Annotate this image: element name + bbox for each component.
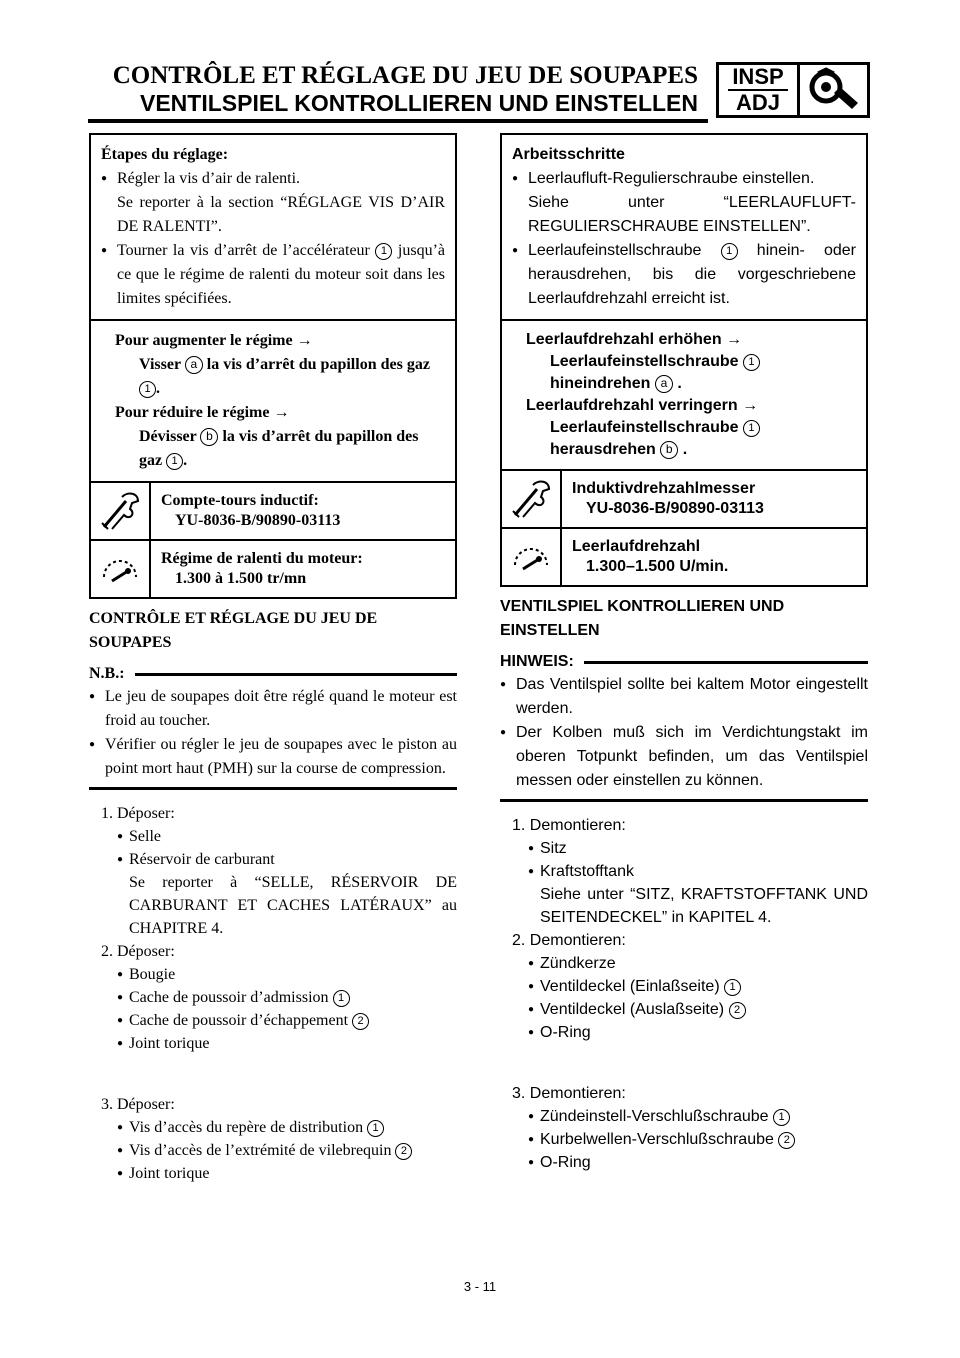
list-item-text: Ventildeckel (Auslaßseite) xyxy=(540,1001,725,1018)
procedure-fr xyxy=(89,790,457,1185)
list-item-text: Vis d’accès de l’extrémité de vilebrequin xyxy=(129,1142,392,1159)
badge-line-1: INSP xyxy=(728,66,787,91)
steps-title: Étapes du réglage: xyxy=(101,146,229,163)
adjustment-box-fr xyxy=(89,133,457,599)
header-rule xyxy=(88,119,708,123)
list-item: ● Joint torique xyxy=(89,1162,457,1185)
german-column xyxy=(500,133,868,1174)
title-german: VENTILSPIEL KONTROLLIEREN UND EINSTELLEN xyxy=(140,90,698,116)
increase-instruction: Leerlaufeinstellschraube 1 hineindrehen a . xyxy=(526,351,856,395)
spec-text xyxy=(151,541,455,597)
tool-label: Compte-tours inductif: xyxy=(161,492,319,509)
ref-number: 1 xyxy=(721,243,738,260)
spec-text xyxy=(562,529,866,585)
list-item-text: Cache de poussoir d’admission xyxy=(129,989,329,1006)
decrease-instruction: Leerlaufeinstellschraube 1 herausdrehen b . xyxy=(526,417,856,461)
list-item: ● Selle xyxy=(89,825,457,848)
badge-text xyxy=(719,65,800,115)
spec-value: 1.300 à 1.500 tr/mn xyxy=(175,570,307,587)
list-item xyxy=(500,975,868,998)
spec-label: Leerlaufdrehzahl xyxy=(572,538,701,555)
page-number: 3 - 11 xyxy=(463,1279,497,1294)
decrease-title: Leerlaufdrehzahl verringern → xyxy=(526,397,759,414)
steps-title: Arbeitsschritte xyxy=(512,146,625,163)
ref-number: 1 xyxy=(139,381,156,398)
increase-verb: hineindrehen xyxy=(550,375,651,392)
gauge-icon xyxy=(91,541,151,597)
spec-value: 1.300–1.500 U/min. xyxy=(586,558,729,575)
steps-section-fr xyxy=(91,135,455,321)
step-2-text: Leerlaufeinstellschraube xyxy=(528,242,702,259)
list-item-text: Cache de poussoir d’échappement xyxy=(129,1012,349,1029)
procedure-step-1: 1. Demontieren: xyxy=(512,817,626,834)
increase-object: Leerlaufeinstellschraube xyxy=(550,353,739,370)
section-heading-fr: CONTRÔLE ET RÉGLAGE DU JEU DE SOUPAPES xyxy=(89,610,378,651)
ref-number: 2 xyxy=(352,1013,369,1030)
step-1: ● Leerlaufluft-Regulierschraube einstellen. xyxy=(512,167,856,191)
increase-instruction: Visser a la vis d’arrêt du papillon des gaz 1 . xyxy=(139,356,430,397)
tool-text xyxy=(151,483,455,539)
section-heading-de: VENTILSPIEL KONTROLLIEREN UND EINSTELLEN xyxy=(500,598,785,639)
ref-letter: b xyxy=(660,441,678,459)
list-item xyxy=(89,986,457,1009)
increase-object: la vis d’arrêt du papillon des gaz xyxy=(206,356,430,373)
procedure-de xyxy=(500,802,868,1174)
tool-label: Induktivdrehzahlmesser xyxy=(572,480,756,497)
tool-icon xyxy=(502,471,562,527)
ref-number: 1 xyxy=(166,453,183,470)
steps-section-de xyxy=(502,135,866,321)
section-badge xyxy=(716,62,870,118)
gauge-icon xyxy=(502,529,562,585)
note-label: N.B.: xyxy=(89,665,125,682)
list-item: ● Joint torique xyxy=(89,1032,457,1055)
increase-title: Pour augmenter le régime → xyxy=(115,332,313,349)
note-2: ● Der Kolben muß sich im Verdichtungstakt im oberen Totpunkt befinden, um das Ventilspiel messen oder einstellen zu können. xyxy=(500,721,868,793)
list-item xyxy=(500,1105,868,1128)
procedure-step-1: 1. Déposer: xyxy=(101,805,175,822)
note-header-fr xyxy=(89,665,457,683)
ref-letter: b xyxy=(200,428,218,446)
list-item: ● O-Ring xyxy=(500,1021,868,1044)
note-rule xyxy=(135,673,457,676)
list-item xyxy=(89,1009,457,1032)
notes-fr xyxy=(89,683,457,790)
step-1-reference: Se reporter à la section “RÉGLAGE VIS D’AIR DE RALENTI”. xyxy=(117,194,445,235)
note-1: ● Das Ventilspiel sollte bei kaltem Motor eingestellt werden. xyxy=(500,673,868,721)
step-2 xyxy=(512,239,856,311)
tool-row-de xyxy=(502,471,866,529)
procedure-step-2: 2. Déposer: xyxy=(101,943,175,960)
list-item xyxy=(500,1128,868,1151)
procedure-step-1-reference: Siehe unter “SITZ, KRAFTSTOFFTANK UND SEITENDECKEL” in KAPITEL 4. xyxy=(540,886,868,926)
ref-number: 1 xyxy=(773,1109,790,1126)
procedure-step-1-reference: Se reporter à “SELLE, RÉSERVOIR DE CARBURANT ET CACHES LATÉRAUX” au CHAPITRE 4. xyxy=(129,874,457,937)
ref-letter: a xyxy=(185,356,203,374)
spec-row-de xyxy=(502,529,866,585)
note-rule xyxy=(584,661,868,664)
list-item: ● Bougie xyxy=(89,963,457,986)
list-item: ● Zündkerze xyxy=(500,952,868,975)
list-item xyxy=(89,1139,457,1162)
list-item xyxy=(89,1116,457,1139)
increase-title: Leerlaufdrehzahl erhöhen → xyxy=(526,331,743,348)
step-2 xyxy=(101,239,445,311)
ref-number: 1 xyxy=(367,1120,384,1137)
list-item xyxy=(500,998,868,1021)
decrease-title: Pour réduire le régime → xyxy=(115,404,290,421)
badge-line-2: ADJ xyxy=(735,90,780,115)
note-2: ● Vérifier ou régler le jeu de soupapes avec le piston au point mort haut (PMH) sur la course de compression. xyxy=(89,733,457,781)
note-1: ● Le jeu de soupapes doit être réglé quand le moteur est froid au toucher. xyxy=(89,685,457,733)
tool-icon xyxy=(91,483,151,539)
note-header-de xyxy=(500,653,868,671)
decrease-instruction: Dévisser b la vis d’arrêt du papillon des gaz 1 . xyxy=(139,428,419,469)
list-item: ● O-Ring xyxy=(500,1151,868,1174)
list-item: ● Kraftstofftank xyxy=(500,860,868,883)
wrench-inspection-icon xyxy=(800,65,867,115)
french-column xyxy=(89,133,457,1185)
list-item-text: Kurbelwellen-Verschlußschraube xyxy=(540,1131,774,1148)
list-item-text: Vis d’accès du repère de distribution xyxy=(129,1119,364,1136)
title-french: CONTRÔLE ET RÉGLAGE DU JEU DE SOUPAPES xyxy=(112,62,698,89)
adjustment-box-de xyxy=(500,133,868,587)
tool-value: YU-8036-B/90890-03113 xyxy=(586,500,764,517)
tool-text xyxy=(562,471,866,527)
ref-letter: a xyxy=(655,375,673,393)
step-1: ● Régler la vis d’air de ralenti. xyxy=(101,167,445,191)
ref-number: 1 xyxy=(375,243,392,260)
procedure-step-3: 3. Déposer: xyxy=(101,1096,175,1113)
ref-number: 2 xyxy=(778,1132,795,1149)
notes-de xyxy=(500,671,868,802)
list-item-text: Zündeinstell-Verschlußschraube xyxy=(540,1108,769,1125)
decrease-object: Leerlaufeinstellschraube xyxy=(550,419,739,436)
ref-number: 1 xyxy=(743,354,760,371)
decrease-verb: Dévisser xyxy=(139,428,197,445)
speed-adjust-section-de xyxy=(502,321,866,471)
procedure-step-3: 3. Demontieren: xyxy=(512,1085,626,1102)
decrease-verb: herausdrehen xyxy=(550,441,656,458)
ref-number: 2 xyxy=(729,1002,746,1019)
ref-number: 1 xyxy=(333,990,350,1007)
tool-row-fr xyxy=(91,483,455,541)
tool-value: YU-8036-B/90890-03113 xyxy=(175,512,341,529)
decrease-object: la vis d’arrêt du papillon des gaz xyxy=(139,428,419,469)
step-2-text: Tourner la vis d’arrêt de l’accélérateur xyxy=(117,242,370,259)
procedure-step-2: 2. Demontieren: xyxy=(512,932,626,949)
ref-number: 1 xyxy=(724,979,741,996)
step-2-text-cont: hinein- oder herausdrehen, bis die vorgeschriebene Leerlaufdrehzahl erreicht ist. xyxy=(528,242,857,307)
note-label: HINWEIS: xyxy=(500,653,574,670)
increase-verb: Visser xyxy=(139,356,181,373)
list-item: ● Réservoir de carburant xyxy=(89,848,457,871)
spec-label: Régime de ralenti du moteur: xyxy=(161,550,363,567)
step-1-reference: Siehe unter “LEERLAUFLUFT-REGULIERSCHRAUBE EINSTELLEN”. xyxy=(528,194,856,235)
ref-number: 2 xyxy=(395,1143,412,1160)
spec-row-fr xyxy=(91,541,455,597)
ref-number: 1 xyxy=(743,420,760,437)
list-item-text: Ventildeckel (Einlaßseite) xyxy=(540,978,720,995)
speed-adjust-section-fr xyxy=(91,321,455,483)
list-item: ● Sitz xyxy=(500,837,868,860)
step-2-text-cont: jusqu’à ce que le régime de ralenti du moteur soit dans les limites spécifiées. xyxy=(117,242,445,307)
